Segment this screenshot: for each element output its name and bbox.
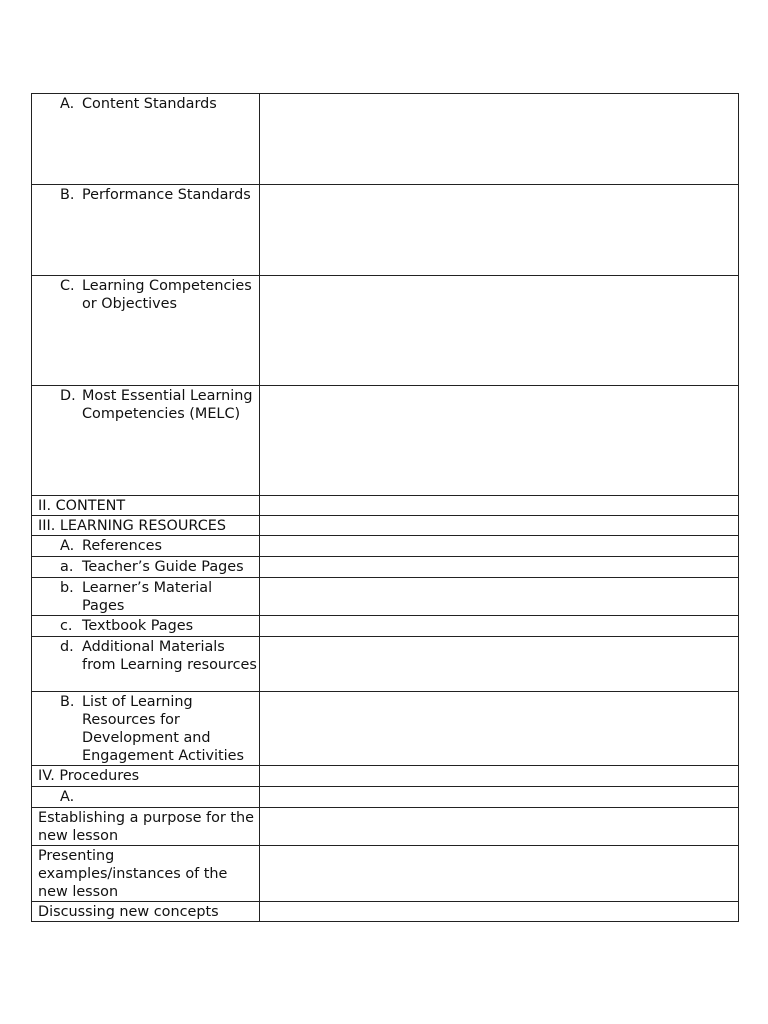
section-heading: III. LEARNING RESOURCES xyxy=(38,518,226,534)
row-label-cell xyxy=(32,276,260,386)
row-value-cell[interactable] xyxy=(260,766,739,787)
row-label: List of Learning Resources for Development and Engagement Activities xyxy=(82,694,245,764)
table-row xyxy=(32,496,739,516)
row-label-cell xyxy=(32,902,260,922)
row-marker: A. xyxy=(60,789,75,805)
row-label: Teacher’s Guide Pages xyxy=(82,559,244,575)
row-marker: B. xyxy=(60,187,75,203)
table-row xyxy=(32,637,739,692)
row-label xyxy=(82,788,259,806)
table-row xyxy=(32,787,739,808)
table-row xyxy=(32,536,739,557)
row-marker: A. xyxy=(60,96,75,112)
row-label-cell xyxy=(32,808,260,846)
row-label-cell xyxy=(32,766,260,787)
row-marker: A. xyxy=(60,538,75,554)
row-label: Content Standards xyxy=(82,96,217,112)
row-label-cell xyxy=(32,692,260,766)
row-value-cell[interactable] xyxy=(260,616,739,637)
section-heading: II. CONTENT xyxy=(38,498,126,514)
row-label: Learner’s Material Pages xyxy=(82,580,213,614)
row-label: Learning Competencies or Objectives xyxy=(82,278,252,312)
row-label-cell xyxy=(32,846,260,902)
row-value-cell[interactable] xyxy=(260,692,739,766)
table-row xyxy=(32,616,739,637)
row-value-cell[interactable] xyxy=(260,808,739,846)
row-label-cell xyxy=(32,578,260,616)
row-label-cell xyxy=(32,185,260,276)
row-value-cell[interactable] xyxy=(260,637,739,692)
row-value-cell[interactable] xyxy=(260,496,739,516)
table-row xyxy=(32,276,739,386)
row-value-cell[interactable] xyxy=(260,536,739,557)
table-row xyxy=(32,557,739,578)
row-label: Additional Materials from Learning resources xyxy=(82,639,257,673)
row-marker: a. xyxy=(60,559,74,575)
row-value-cell[interactable] xyxy=(260,185,739,276)
row-value-cell[interactable] xyxy=(260,557,739,578)
table-row xyxy=(32,808,739,846)
row-value-cell[interactable] xyxy=(260,94,739,185)
table-row xyxy=(32,516,739,536)
row-marker: D. xyxy=(60,388,76,404)
row-marker: B. xyxy=(60,694,75,710)
table-row xyxy=(32,94,739,185)
row-label-cell xyxy=(32,787,260,808)
table-row xyxy=(32,846,739,902)
row-marker: C. xyxy=(60,278,75,294)
table-row xyxy=(32,692,739,766)
row-label-cell xyxy=(32,94,260,185)
table-row xyxy=(32,578,739,616)
row-label: Presenting examples/instances of the new lesson xyxy=(38,848,228,900)
row-marker: b. xyxy=(60,580,74,596)
row-label: Most Essential Learning Competencies (MELC) xyxy=(82,388,253,422)
row-label: Textbook Pages xyxy=(82,618,194,634)
table-row xyxy=(32,185,739,276)
row-marker: d. xyxy=(60,639,74,655)
row-label-cell xyxy=(32,616,260,637)
table-row xyxy=(32,386,739,496)
row-value-cell[interactable] xyxy=(260,276,739,386)
row-label: References xyxy=(82,538,162,554)
table-row xyxy=(32,766,739,787)
row-value-cell[interactable] xyxy=(260,578,739,616)
row-value-cell[interactable] xyxy=(260,386,739,496)
row-label: Discussing new concepts xyxy=(38,904,219,920)
row-value-cell[interactable] xyxy=(260,787,739,808)
row-label-cell xyxy=(32,557,260,578)
section-heading: IV. Procedures xyxy=(38,768,140,784)
row-label-cell xyxy=(32,386,260,496)
row-label-cell xyxy=(32,637,260,692)
row-label: Establishing a purpose for the new lesson xyxy=(38,810,255,844)
row-value-cell[interactable] xyxy=(260,846,739,902)
row-marker: c. xyxy=(60,618,73,634)
row-label: Performance Standards xyxy=(82,187,251,203)
table-row xyxy=(32,902,739,922)
row-label-cell xyxy=(32,536,260,557)
row-label-cell xyxy=(32,496,260,516)
row-label-cell xyxy=(32,516,260,536)
lesson-plan-table xyxy=(31,93,739,922)
row-value-cell[interactable] xyxy=(260,902,739,922)
row-value-cell[interactable] xyxy=(260,516,739,536)
